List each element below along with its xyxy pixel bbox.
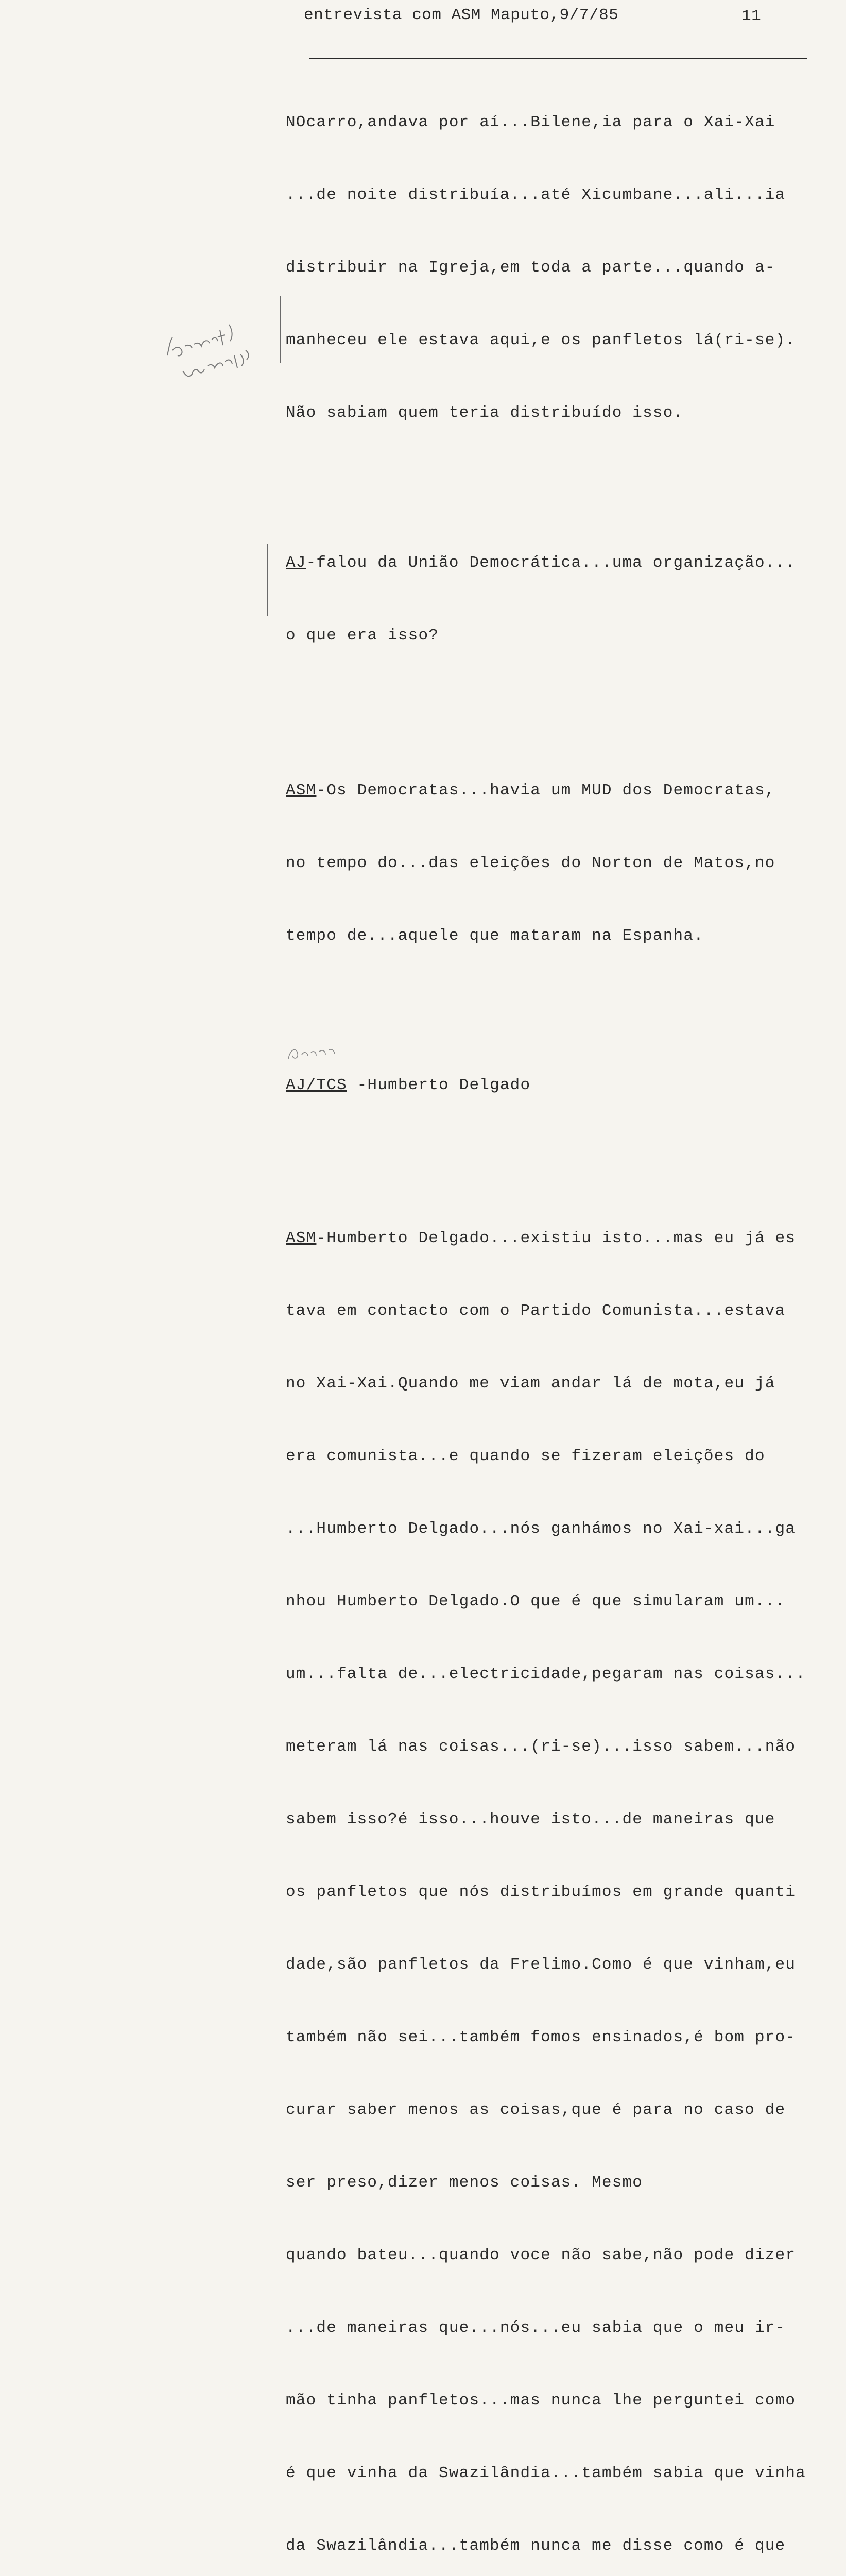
header-rule [309,58,807,59]
text-line: era comunista...e quando se fizeram eleições do [286,1447,765,1465]
text-line: NOcarro,andava por aí...Bilene,ia para o Xai-Xai [286,113,775,131]
paragraph-2 [286,502,832,696]
text-line: manheceu ele estava aqui,e os panfletos lá(ri-se). [286,331,796,349]
text-line: -Os Democratas...havia um MUD dos Democratas, [316,782,775,800]
paragraph-1 [286,62,832,473]
speaker-label: AJ [286,554,306,572]
text-line: tava em contacto com o Partido Comunista...estava [286,1302,786,1320]
text-line: no tempo do...das eleições do Norton de Matos,no [286,854,775,872]
text-line: os panfletos que nós distribuímos em grande quanti [286,1883,796,1901]
text-line: -Humberto Delgado...existiu isto...mas eu já es [316,1229,796,1247]
paragraph-4 [286,1025,832,1146]
text-line: é que vinha da Swazilândia...também sabia que vinha [286,2464,806,2482]
paragraph-5 [286,1178,832,2576]
header-title: entrevista com ASM Maputo,9/7/85 [304,6,619,24]
text-line: também não sei...também fomos ensinados,é bom pro- [286,2028,796,2046]
speaker-label: ASM [286,782,317,800]
margin-mark [280,296,281,363]
text-line: mão tinha panfletos...mas nunca lhe perguntei como [286,2392,796,2410]
text-line: -Humberto Delgado [347,1076,531,1094]
handwritten-margin-note [162,314,265,392]
text-line: ser preso,dizer menos coisas. Mesmo [286,2174,643,2192]
text-line: o que era isso? [286,626,439,645]
text-line: quando bateu...quando voce não sabe,não pode dizer [286,2246,796,2264]
text-line: ...Humberto Delgado...nós ganhámos no Xai-xai...ga [286,1520,796,1538]
text-line: sabem isso?é isso...houve isto...de maneiras que [286,1810,775,1828]
text-line: Não sabiam quem teria distribuído isso. [286,404,684,422]
text-line: curar saber menos as coisas,que é para no caso de [286,2101,786,2119]
page-number: 11 [741,7,762,25]
paragraph-3 [286,730,832,996]
margin-mark [267,544,268,616]
text-line: nhou Humberto Delgado.O que é que simularam um... [286,1592,786,1611]
text-line: no Xai-Xai.Quando me viam andar lá de mota,eu já [286,1375,775,1393]
text-line: meteram lá nas coisas...(ri-se)...isso sabem...não [286,1738,796,1756]
transcript-body [286,62,832,2576]
text-line: -falou da União Democrática...uma organização... [306,554,796,572]
text-line: tempo de...aquele que mataram na Espanha. [286,927,704,945]
text-line: da Swazilândia...também nunca me disse como é que [286,2537,786,2555]
text-line: ...de maneiras que...nós...eu sabia que o meu ir- [286,2319,786,2337]
text-line: ...de noite distribuía...até Xicumbane...ali...ia [286,186,786,204]
text-line: dade,são panfletos da Frelimo.Como é que vinham,eu [286,1956,796,1974]
speaker-label: AJ/TCS [286,1076,347,1094]
speaker-label: ASM [286,1229,317,1247]
text-line: um...falta de...electricidade,pegaram nas coisas... [286,1665,806,1683]
text-line: distribuir na Igreja,em toda a parte...quando a- [286,259,775,277]
page-header [304,4,767,30]
